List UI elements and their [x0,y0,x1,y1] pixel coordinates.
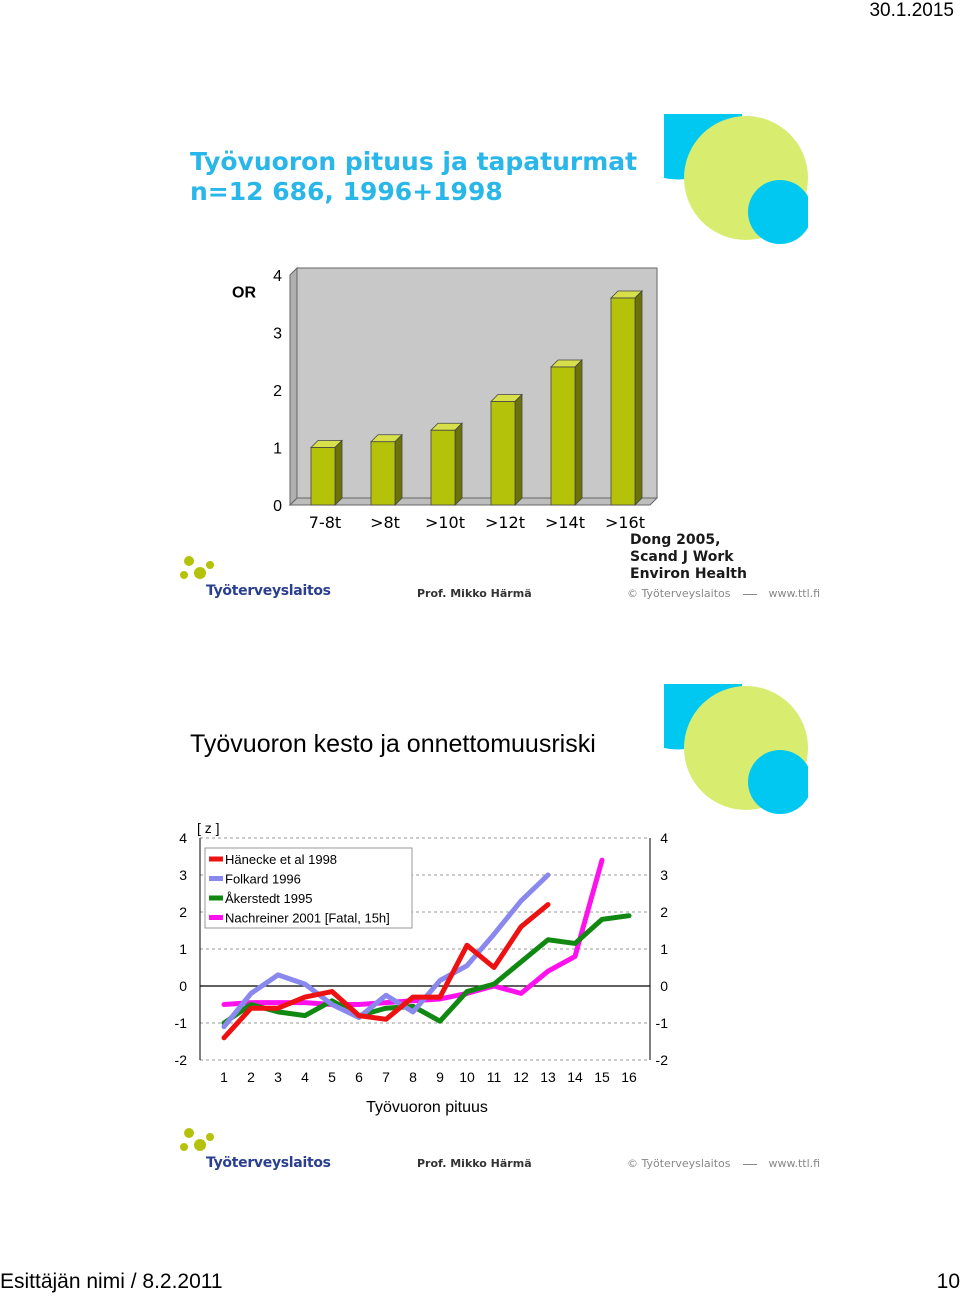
x-tick-label: >10t [424,513,466,532]
y-axis-label: [ z ] [197,820,220,836]
bar-chart [210,260,670,540]
x-tick-label: >12t [484,513,526,532]
x-tick-label: 3 [274,1069,282,1085]
y-tick-label: 4 [273,268,282,285]
x-tick-label: 15 [594,1069,610,1085]
chart-side-wall [290,268,297,505]
page-date: 30.1.2015 [869,0,954,21]
legend-label: Folkard 1996 [225,871,301,887]
chart-floor [290,498,657,505]
y-tick-label-left: 3 [179,867,187,883]
footer-presenter-date: Esittäjän nimi / 8.2.2011 [0,1270,223,1293]
bar-front [491,402,515,506]
y-tick-label-left: 4 [179,830,187,846]
x-tick-label: 10 [459,1069,475,1085]
x-tick-label: 13 [540,1069,556,1085]
bar-side [455,423,462,505]
x-tick-label: 9 [436,1069,444,1085]
y-tick-label-right: -1 [655,1015,668,1031]
bar-side [335,441,342,506]
slide-title [190,147,637,207]
citation-line-2: Scand J Work [630,549,734,565]
bar-front [431,430,455,505]
y-tick-label-left: -1 [174,1015,187,1031]
citation [630,532,747,583]
y-tick-label: 3 [273,325,282,343]
legend-label: Nachreiner 2001 [Fatal, 15h] [225,910,390,926]
legend [205,848,412,928]
page-number: 10 [936,1270,960,1293]
copyright-text: © Työterveyslaitos [627,587,731,600]
y-tick-label: 1 [273,440,282,458]
bar [551,360,582,505]
x-tick-label: >8t [370,513,400,532]
y-tick-label-left: 2 [179,904,187,920]
x-tick-label: 12 [513,1069,529,1085]
x-axis-label: Työvuoron pituus [366,1099,488,1116]
x-tick-label: 16 [621,1069,637,1085]
x-tick-label: >16t [604,513,646,532]
logo [180,555,331,600]
copyright-footer [627,1157,820,1170]
y-tick-label-right: 1 [660,941,668,957]
slide-title: Työvuoron kesto ja onnettomuusriski [190,730,596,758]
copyright-text: © Työterveyslaitos [627,1157,731,1170]
bar-front [371,442,395,505]
copyright-footer [627,587,820,600]
separator [743,1164,757,1165]
bar [311,441,342,506]
y-tick-label-right: 3 [660,867,668,883]
x-tick-label: 11 [486,1069,502,1085]
bar-side [575,360,582,505]
bar [431,423,462,505]
x-tick-label: 4 [301,1069,309,1085]
line-chart [165,815,695,1120]
slide-title-line-1: Työvuoron pituus ja tapaturmat [190,147,638,176]
x-tick-label: >14t [544,513,586,532]
y-tick-label-right: 2 [660,904,668,920]
x-tick-label: 5 [328,1069,336,1085]
slide-2 [0,680,960,1180]
bar-side [395,435,402,505]
y-tick-label: 2 [273,383,282,400]
y-tick-label-right: -2 [655,1052,668,1068]
legend-label: Hänecke et al 1998 [225,852,338,867]
presenter-name: Prof. Mikko Härmä [417,1157,532,1170]
x-tick-label: 8 [409,1069,417,1085]
slide-1 [0,100,960,610]
y-tick-label-right: 0 [660,978,668,994]
logo [180,1127,331,1172]
website-link[interactable]: www.ttl.fi [768,1157,821,1170]
x-tick-label: 7-8t [308,513,342,532]
y-tick-label-right: 4 [660,830,668,846]
bar-front [611,298,635,505]
x-tick-label: 1 [220,1069,228,1085]
citation-line-1: Dong 2005, [630,532,721,548]
bar [611,291,642,505]
x-tick-label: 6 [355,1069,363,1085]
chart-back-wall [297,268,657,498]
separator [743,594,757,595]
y-tick-label-left: -2 [174,1052,187,1068]
decorative-circles-graphic [662,684,808,814]
decorative-circles-graphic [662,114,808,244]
x-tick-label: 14 [567,1069,583,1085]
y-tick-label: 0 [273,498,282,515]
bar [491,395,522,506]
presenter-name: Prof. Mikko Härmä [417,587,532,600]
citation-line-3: Environ Health [630,566,747,582]
x-tick-label: 7 [382,1069,390,1085]
bar-side [635,291,642,505]
bar-front [551,367,575,505]
legend-label: Åkerstedt 1995 [225,891,313,906]
bar [371,435,402,505]
website-link[interactable]: www.ttl.fi [768,587,821,600]
logo-text: Työterveyslaitos [206,583,331,599]
y-tick-label-left: 1 [179,941,187,957]
bar-front [311,448,335,506]
logo-text: Työterveyslaitos [206,1155,331,1171]
y-tick-label-left: 0 [179,978,187,994]
bar-side [515,395,522,506]
slide-title-line-2: n=12 686, 1996+1998 [190,177,503,206]
y-axis-label: OR [232,284,256,302]
x-tick-label: 2 [247,1069,255,1085]
